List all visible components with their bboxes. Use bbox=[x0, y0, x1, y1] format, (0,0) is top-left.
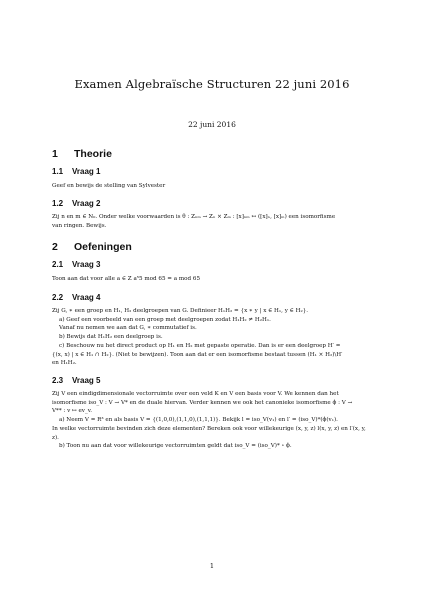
subsection-heading-vraag-5 bbox=[52, 376, 100, 385]
section-number: 1 bbox=[52, 148, 58, 160]
document-date: 22 juni 2016 bbox=[188, 120, 236, 129]
subsection-title: Vraag 1 bbox=[72, 167, 101, 176]
question-3-text bbox=[52, 275, 372, 284]
text-line: In welke vectorruimte bevinden zich deze elementen? Bereken ook voor willekeurige (x, y, z) l(x, y, z) en l′(x, y, z). bbox=[52, 425, 366, 441]
subsection-number: 1.1 bbox=[52, 167, 64, 176]
subsection-title: Vraag 2 bbox=[72, 199, 101, 208]
subsection-heading-vraag-1 bbox=[52, 167, 100, 176]
text-line: isomorfisme iso_V : V → V* en de duale hiervan. Verder kennen we ook het canonieke isomorfisme ϕ : V → bbox=[52, 399, 353, 406]
question-2-text bbox=[52, 213, 372, 230]
section-title: Oefeningen bbox=[74, 241, 132, 253]
subsection-number: 1.2 bbox=[52, 199, 64, 208]
document-title: Examen Algebraïsche Structuren 22 juni 2016 bbox=[74, 77, 350, 91]
subsection-heading-vraag-3 bbox=[52, 260, 100, 269]
page-number: 1 bbox=[209, 562, 215, 570]
text-line: Geef en bewijs de stelling van Sylvester bbox=[52, 183, 166, 189]
question-1-text bbox=[52, 182, 372, 191]
text-line: b) Bewijs dat H₁H₂ een deelgroep is. bbox=[59, 334, 163, 341]
text-line: Toon aan dat voor alle a ∈ Z a⁵5 mod 65 = a mod 65 bbox=[52, 276, 201, 282]
subsection-number: 2.1 bbox=[52, 260, 64, 269]
text-line: en H₁H₂. bbox=[52, 360, 77, 367]
text-line: Zij G, ∗ een groep en H₁, H₂ deelgroepen van G. Definieer H₁H₂ = {x ∗ y | x ∈ H₁, y ∈ H₂}. bbox=[52, 308, 309, 314]
subsection-title: Vraag 3 bbox=[72, 260, 101, 269]
subsection-heading-vraag-2 bbox=[52, 199, 100, 208]
question-4-text bbox=[52, 307, 372, 368]
section-number: 2 bbox=[52, 241, 58, 253]
text-line: Vanaf nu nemen we aan dat G, ∗ commutatief is. bbox=[59, 325, 197, 332]
section-heading-oefeningen bbox=[52, 241, 132, 253]
text-line: Zij n en m ∈ N₀. Onder welke voorwaarden is θ : Zₙₘ → Zₙ × Zₘ : [x]ₙₘ ↦ ([x]ₙ, [x]ₘ) een isomorfisme bbox=[52, 214, 336, 220]
section-title: Theorie bbox=[74, 148, 112, 160]
text-line: Zij V een eindigdimensionale vectorruimte over een veld K en V een basis voor V. We kennen dan het bbox=[52, 391, 339, 397]
question-5-text bbox=[52, 390, 372, 451]
subsection-number: 2.2 bbox=[52, 293, 64, 302]
subsection-title: Vraag 4 bbox=[72, 293, 101, 302]
subsection-number: 2.3 bbox=[52, 376, 64, 385]
text-line: c) Beschouw nu het direct product op H₁ en H₂ met gepaste operatie. Dan is er een deelgroep H′ = bbox=[59, 342, 341, 349]
text-line: a) Neem V = R³ en als basis V = {(1,0,0),(1,1,0),(1,1,1)}. Bekijk l = iso_V(v₁) en l′ = (iso_V)*(ϕ(v₁). bbox=[59, 417, 338, 424]
subsection-heading-vraag-4 bbox=[52, 293, 100, 302]
subsection-title: Vraag 5 bbox=[72, 376, 101, 385]
text-line: {(x, x) | x ∈ H₁ ∩ H₂}. (Niet te bewijzen). Toon aan dat er een isomorfisme bestaat tussen (H₁ × H₂)\H′ bbox=[52, 351, 343, 358]
text-line: van ringen. Bewijs. bbox=[52, 222, 107, 229]
text-line: b) Toon nu aan dat voor willekeurige vectorruimten geldt dat iso_V = (iso_V)* ∘ ϕ. bbox=[59, 443, 292, 450]
section-heading-theorie bbox=[52, 148, 112, 160]
text-line: a) Geef een voorbeeld van een groep met deelgroepen zodat H₁H₂ ≠ H₂H₁. bbox=[59, 316, 271, 323]
text-line: V** : v ↦ ev_v. bbox=[52, 408, 93, 415]
